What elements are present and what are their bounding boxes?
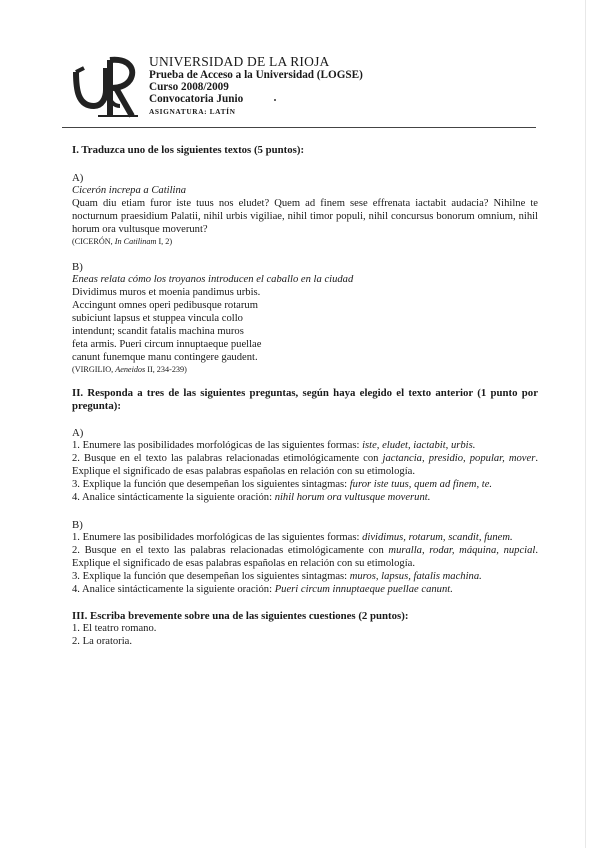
question-forms: dividimus, rotarum, scandit, funem. [362, 531, 513, 543]
subject-name: ASIGNATURA: LATÍN [149, 106, 236, 116]
question-text: 1. Enumere las posibilidades morfológicas de las siguientes formas: [72, 531, 363, 543]
question-rest: . Explique el significado de esas palabras españolas en relación con su etimología. [72, 544, 538, 569]
topic-item: 2. La oratoria. [72, 635, 133, 647]
questions-a [72, 427, 538, 505]
question-text: 2. Busque en el texto las palabras relacionadas etimológicamente con [72, 453, 383, 465]
text-b [72, 261, 538, 375]
question-text: 1. Enumere las posibilidades morfológicas de las siguientes formas: [72, 440, 363, 452]
text-b-citation [72, 365, 538, 375]
question-text: 3. Explique la función que desempeñan los siguientes sintagmas: [72, 570, 350, 582]
page-edge-shadow [585, 0, 586, 848]
questions-b-label: B) [72, 518, 83, 531]
verse-line: subiciunt lapsus et stuppea vincula collo [72, 312, 243, 324]
citation-work: In Catilinam [114, 237, 157, 247]
section-1-title: I. Traduzca uno de los siguientes textos (5 puntos): [72, 144, 305, 156]
verse-line: feta armis. Pueri circum innuptaeque puellae [72, 338, 262, 350]
citation-author: (CICERÓN, [72, 237, 115, 247]
verse-line: Accingunt omnes operi pedibusque rotarum [72, 300, 258, 312]
question-b4 [72, 584, 538, 597]
question-b1 [72, 532, 538, 545]
verse-line: intendunt; scandit fatalis machina muros [72, 325, 244, 337]
text-b-title: Eneas relata cómo los troyanos introducen el caballo en la ciudad [72, 274, 354, 286]
citation-author: (VIRGILIO, [72, 364, 116, 374]
text-a-title: Cicerón increpa a Catilina [72, 185, 187, 197]
verse-line: canunt funemque manu contingere gaudent. [72, 351, 258, 363]
question-a1 [72, 440, 538, 453]
questions-b [72, 519, 538, 597]
text-a [72, 172, 538, 247]
question-a2 [72, 453, 538, 479]
exam-header [149, 54, 363, 116]
questions-a-label: A) [72, 427, 84, 439]
question-sentence: Pueri circum innuptaeque puellae canunt. [274, 583, 453, 595]
question-text: 2. Busque en el texto las palabras relacionadas etimológicamente con [72, 544, 389, 556]
question-text: 4. Analice sintácticamente la siguiente oración: [72, 491, 275, 503]
question-b3 [72, 571, 538, 584]
citation-ref: II, 234-239) [145, 364, 187, 374]
section-2-title: II. Responda a tres de las siguientes preguntas, según haya elegido el texto anterior (1 punto por pregunta): [72, 386, 538, 412]
question-phrases: furor iste tuus, quem ad finem, te. [349, 478, 493, 490]
topic-item: 1. El teatro romano. [72, 622, 157, 634]
question-sentence: nihil horum ora vultusque moverunt. [274, 491, 431, 503]
question-phrases: muros, lapsus, fatalis machina. [349, 570, 482, 582]
citation-ref: I, 2) [156, 237, 173, 247]
question-rest: . Explique el significado de esas palabras españolas en relación con su etimología. [72, 453, 538, 478]
citation-work: Aeneidos [115, 364, 146, 374]
text-b-label: B) [72, 261, 83, 274]
course-year: Curso 2008/2009 [149, 81, 229, 94]
question-forms: iste, eludet, iactabit, urbis. [362, 440, 476, 452]
text-a-label: A) [72, 172, 84, 185]
university-name: UNIVERSIDAD DE LA RIOJA [149, 54, 330, 69]
question-words: jactancia, presidio, popular, mover [382, 453, 536, 465]
verse-line: Dividimus muros et moenia pandimus urbis. [72, 287, 261, 299]
exam-name: Prueba de Acceso a la Universidad (LOGSE) [149, 69, 363, 82]
question-b2 [72, 545, 538, 571]
exam-body [72, 144, 538, 649]
text-a-citation [72, 237, 538, 247]
question-words: muralla, rodar, máquina, nupcial [388, 544, 536, 556]
section-3-title: III. Escriba brevemente sobre una de las siguientes cuestiones (2 puntos): [72, 609, 409, 622]
header-divider [62, 127, 536, 128]
exam-session: Convocatoria Junio [149, 92, 244, 105]
question-text: 3. Explique la función que desempeñan los siguientes sintagmas: [72, 478, 350, 490]
question-text: 4. Analice sintácticamente la siguiente oración: [72, 583, 275, 595]
scan-dot [274, 99, 276, 101]
text-a-body: Quam diu etiam furor iste tuus nos eludet? Quem ad finem sese effrenata iactabit audacia? Nihilne te nocturnum praesidium Palatii, nihil urbis vigiliae, nihil timor populi, nihil concursus bonorum omnium, nihil horum ora vultusque moverunt? [72, 198, 538, 236]
question-a4 [72, 492, 538, 505]
university-logo-icon [70, 50, 140, 122]
question-a3 [72, 479, 538, 492]
